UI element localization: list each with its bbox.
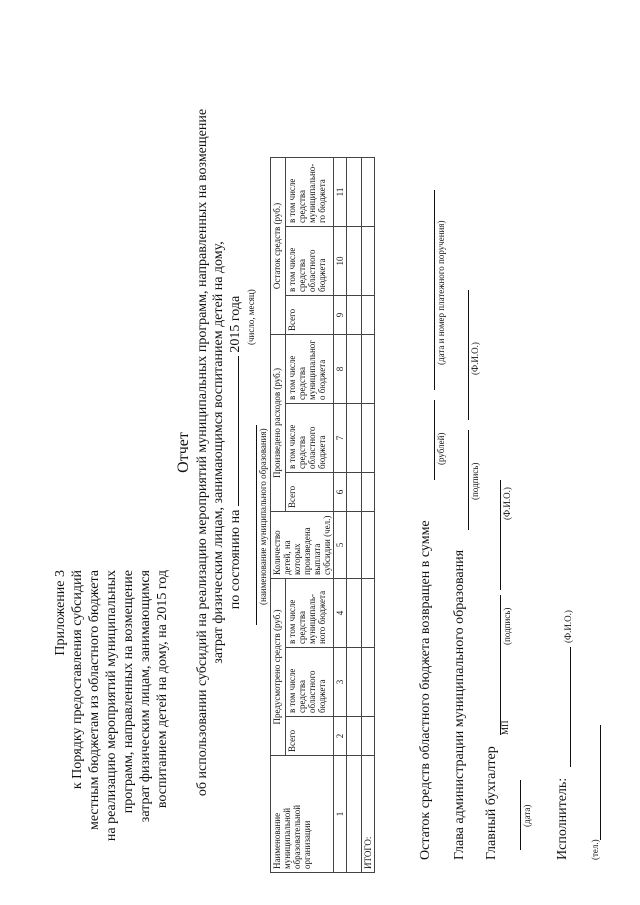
table-header-row xyxy=(271,158,286,873)
chief-accountant-label: Главный бухгалтер xyxy=(484,746,499,860)
balance-returned-label: Остаток средств областного бюджета возвращен в сумме xyxy=(418,520,433,860)
column-number: 10 xyxy=(334,227,347,296)
column-number: 5 xyxy=(334,512,347,579)
rubles-caption: (рублей) xyxy=(436,432,446,465)
header-cell: Предусмотрено средств (руб.) xyxy=(271,579,286,756)
header-cell: Остаток средств (руб.) xyxy=(271,158,286,335)
header-cell: Произведено расходов (руб.) xyxy=(271,335,286,512)
appendix-line: затрат физическим лицам, занимающимся xyxy=(138,570,153,823)
column-number: 8 xyxy=(334,335,347,404)
appendix-line: к Порядку предоставления субсидий xyxy=(70,570,85,790)
header-cell: Количество детей, на которых произведена выплата субсидии (чел.) xyxy=(271,512,334,579)
sum-blank xyxy=(434,400,435,480)
column-number: 11 xyxy=(334,158,347,227)
report-table xyxy=(270,157,375,873)
column-number: 7 xyxy=(334,404,347,473)
payment-caption: (дата и номер платежного поручения) xyxy=(436,220,446,365)
accountant-signature-blank xyxy=(500,595,501,735)
tel-label: (тел.) xyxy=(590,839,600,860)
municipality-blank xyxy=(256,425,257,625)
table-cell xyxy=(347,404,362,473)
appendix-line: программ, направленных на возмещение xyxy=(121,570,136,814)
date-blank xyxy=(238,356,239,506)
table-cell xyxy=(362,579,375,648)
table-cell xyxy=(362,473,375,512)
column-number: 9 xyxy=(334,296,347,335)
table-cell xyxy=(347,579,362,648)
executor-blank xyxy=(570,647,571,767)
accountant-signature-caption: (подпись) xyxy=(502,607,512,645)
executor-label: Исполнитель: xyxy=(555,777,570,860)
header-cell: в том числе средства областного бюджета xyxy=(285,648,333,717)
table-cell xyxy=(347,335,362,404)
head-signature-blank xyxy=(468,430,469,530)
table-cell xyxy=(362,158,375,227)
report-title: Отчет xyxy=(175,432,192,473)
appendix-line: Приложение 3 xyxy=(53,570,68,656)
table-cell xyxy=(362,335,375,404)
table-cell xyxy=(362,296,375,335)
appendix-line: воспитанием детей на дому, на 2015 год xyxy=(155,570,170,809)
header-cell: в том числе средства муниципаль-ного бюджета xyxy=(285,579,333,648)
head-signature-caption: (подпись) xyxy=(470,462,480,500)
head-fio-caption: (Ф.И.О.) xyxy=(470,342,480,375)
table-cell xyxy=(347,512,362,579)
state-suffix: 2015 года xyxy=(228,295,243,353)
appendix-line: местным бюджетам из областного бюджета xyxy=(87,570,102,830)
table-cell xyxy=(362,404,375,473)
mp-label: МП xyxy=(500,720,510,735)
table-cell xyxy=(347,158,362,227)
table-cell xyxy=(347,473,362,512)
header-cell: в том числе средства муниципально-го бюджета xyxy=(285,158,333,227)
state-prefix: по состоянию на xyxy=(228,509,243,610)
column-number: 3 xyxy=(334,648,347,717)
table-cell xyxy=(347,296,362,335)
date-line-caption: (дата) xyxy=(522,804,532,827)
payment-blank xyxy=(434,190,435,390)
tel-blank xyxy=(600,725,601,840)
table-cell xyxy=(362,512,375,579)
header-cell: в том числе средства областного бюджета xyxy=(285,404,333,473)
date-caption: (число, месяц) xyxy=(246,289,256,345)
head-fio-blank xyxy=(468,290,469,420)
report-subtitle-line-1: об использовании субсидий на реализацию мероприятий муниципальных программ, направленных на возмещение xyxy=(195,108,210,797)
appendix-line: на реализацию мероприятий муниципальных xyxy=(104,570,119,842)
column-number: 2 xyxy=(334,717,347,756)
column-number-row xyxy=(334,158,347,873)
total-row xyxy=(362,158,375,873)
column-number: 1 xyxy=(334,756,347,873)
header-cell: Всего xyxy=(285,717,333,756)
accountant-fio-blank xyxy=(500,480,501,590)
table-cell xyxy=(362,648,375,717)
header-cell: Всего xyxy=(285,473,333,512)
head-admin-label: Глава администрации муниципального образования xyxy=(452,549,467,860)
report-subtitle-line-2: затрат физическим лицам, занимающимся воспитанием детей на дому, xyxy=(211,241,226,664)
column-number: 6 xyxy=(334,473,347,512)
accountant-fio-caption: (Ф.И.О.) xyxy=(502,487,512,520)
table-cell xyxy=(362,717,375,756)
date-line-blank xyxy=(520,780,521,850)
table-cell xyxy=(347,227,362,296)
header-cell: Всего xyxy=(285,296,333,335)
municipality-caption: (наименование муниципального образования) xyxy=(258,428,268,605)
appendix-block xyxy=(52,570,171,841)
report-subtitle xyxy=(195,0,227,905)
total-label: ИТОГО: xyxy=(362,756,375,873)
header-cell: в том числе средства областного бюджета xyxy=(285,227,333,296)
header-cell: в том числе средства муниципальног о бюджета xyxy=(285,335,333,404)
table-cell xyxy=(347,717,362,756)
report-state-line xyxy=(228,0,244,905)
table-cell xyxy=(362,227,375,296)
column-number: 4 xyxy=(334,579,347,648)
header-cell: Наименование муниципальной образовательной организации xyxy=(271,756,334,873)
table-cell xyxy=(347,756,362,873)
executor-fio-caption: (Ф.И.О.) xyxy=(563,610,573,643)
table-row xyxy=(347,158,362,873)
table-cell xyxy=(347,648,362,717)
